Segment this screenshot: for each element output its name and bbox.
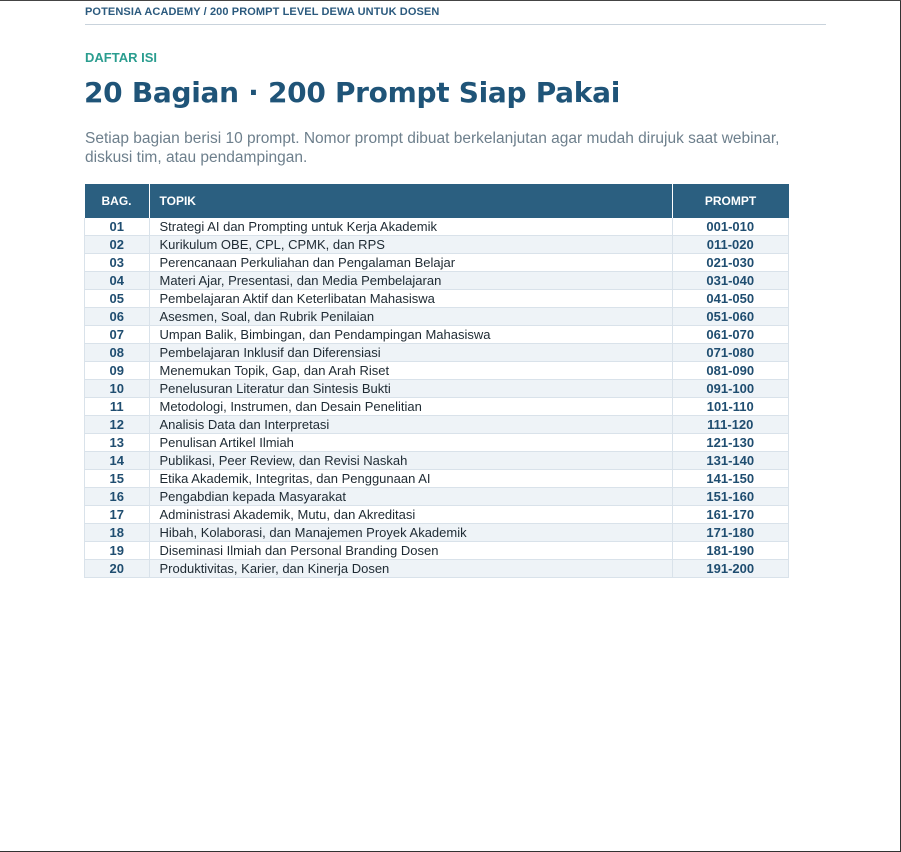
- prompt-range: 101-110: [672, 398, 789, 416]
- table-row: [85, 362, 789, 380]
- prompt-range: 051-060: [672, 308, 789, 326]
- topic-title: Analisis Data dan Interpretasi: [149, 416, 672, 434]
- bag-number: 03: [85, 254, 150, 272]
- table-row: [85, 290, 789, 308]
- bag-number: 10: [85, 380, 150, 398]
- prompt-range: 091-100: [672, 380, 789, 398]
- topic-title: Pengabdian kepada Masyarakat: [149, 488, 672, 506]
- prompt-range: 061-070: [672, 326, 789, 344]
- bag-number: 05: [85, 290, 150, 308]
- page-intro: Setiap bagian berisi 10 prompt. Nomor prompt dibuat berkelanjutan agar mudah dirujuk saat webinar, diskusi tim, atau pendampingan.: [85, 130, 780, 166]
- running-header: POTENSIA ACADEMY / 200 PROMPT LEVEL DEWA UNTUK DOSEN: [85, 6, 826, 25]
- table-row: [85, 470, 789, 488]
- bag-number: 12: [85, 416, 150, 434]
- toc-table-body: [85, 218, 789, 578]
- prompt-range: 121-130: [672, 434, 789, 452]
- table-row: [85, 524, 789, 542]
- table-row: [85, 488, 789, 506]
- table-row: [85, 272, 789, 290]
- prompt-range: 001-010: [672, 218, 789, 236]
- table-row: [85, 380, 789, 398]
- toc-table-head: [85, 184, 789, 218]
- table-row: [85, 434, 789, 452]
- bag-number: 04: [85, 272, 150, 290]
- prompt-range: 181-190: [672, 542, 789, 560]
- table-row: [85, 560, 789, 578]
- toc-table: [84, 184, 789, 578]
- bag-number: 16: [85, 488, 150, 506]
- topic-title: Diseminasi Ilmiah dan Personal Branding Dosen: [149, 542, 672, 560]
- page-title: 20 Bagian · 200 Prompt Siap Pakai: [84, 76, 620, 109]
- topic-title: Penelusuran Literatur dan Sintesis Bukti: [149, 380, 672, 398]
- prompt-range: 191-200: [672, 560, 789, 578]
- topic-title: Pembelajaran Aktif dan Keterlibatan Mahasiswa: [149, 290, 672, 308]
- toc-header-row: [85, 184, 789, 218]
- topic-title: Materi Ajar, Presentasi, dan Media Pembelajaran: [149, 272, 672, 290]
- topic-title: Kurikulum OBE, CPL, CPMK, dan RPS: [149, 236, 672, 254]
- topic-title: Umpan Balik, Bimbingan, dan Pendampingan Mahasiswa: [149, 326, 672, 344]
- bag-number: 13: [85, 434, 150, 452]
- prompt-range: 071-080: [672, 344, 789, 362]
- prompt-range: 041-050: [672, 290, 789, 308]
- prompt-range: 031-040: [672, 272, 789, 290]
- topic-title: Metodologi, Instrumen, dan Desain Penelitian: [149, 398, 672, 416]
- topic-title: Administrasi Akademik, Mutu, dan Akreditasi: [149, 506, 672, 524]
- bag-number: 11: [85, 398, 150, 416]
- prompt-range: 151-160: [672, 488, 789, 506]
- prompt-range: 111-120: [672, 416, 789, 434]
- prompt-range: 021-030: [672, 254, 789, 272]
- prompt-range: 131-140: [672, 452, 789, 470]
- table-row: [85, 308, 789, 326]
- bag-number: 19: [85, 542, 150, 560]
- bag-number: 07: [85, 326, 150, 344]
- table-row: [85, 236, 789, 254]
- table-row: [85, 326, 789, 344]
- page-top-rule: [0, 0, 901, 1]
- bag-number: 14: [85, 452, 150, 470]
- topic-title: Penulisan Artikel Ilmiah: [149, 434, 672, 452]
- topic-title: Hibah, Kolaborasi, dan Manajemen Proyek Akademik: [149, 524, 672, 542]
- prompt-range: 011-020: [672, 236, 789, 254]
- table-row: [85, 344, 789, 362]
- bag-number: 17: [85, 506, 150, 524]
- topic-title: Perencanaan Perkuliahan dan Pengalaman Belajar: [149, 254, 672, 272]
- prompt-range: 141-150: [672, 470, 789, 488]
- topic-title: Produktivitas, Karier, dan Kinerja Dosen: [149, 560, 672, 578]
- column-header-topic: TOPIK: [149, 184, 672, 218]
- topic-title: Publikasi, Peer Review, dan Revisi Naskah: [149, 452, 672, 470]
- topic-title: Etika Akademik, Integritas, dan Penggunaan AI: [149, 470, 672, 488]
- prompt-range: 081-090: [672, 362, 789, 380]
- table-row: [85, 416, 789, 434]
- topic-title: Menemukan Topik, Gap, dan Arah Riset: [149, 362, 672, 380]
- table-row: [85, 506, 789, 524]
- bag-number: 02: [85, 236, 150, 254]
- prompt-range: 171-180: [672, 524, 789, 542]
- topic-title: Asesmen, Soal, dan Rubrik Penilaian: [149, 308, 672, 326]
- table-row: [85, 254, 789, 272]
- topic-title: Strategi AI dan Prompting untuk Kerja Akademik: [149, 218, 672, 236]
- column-header-prompt: PROMPT: [672, 184, 789, 218]
- table-row: [85, 542, 789, 560]
- topic-title: Pembelajaran Inklusif dan Diferensiasi: [149, 344, 672, 362]
- prompt-range: 161-170: [672, 506, 789, 524]
- bag-number: 09: [85, 362, 150, 380]
- table-row: [85, 452, 789, 470]
- bag-number: 06: [85, 308, 150, 326]
- table-row: [85, 398, 789, 416]
- table-row: [85, 218, 789, 236]
- bag-number: 20: [85, 560, 150, 578]
- bag-number: 15: [85, 470, 150, 488]
- bag-number: 01: [85, 218, 150, 236]
- bag-number: 18: [85, 524, 150, 542]
- section-kicker: DAFTAR ISI: [85, 50, 157, 65]
- column-header-bag: BAG.: [85, 184, 150, 218]
- bag-number: 08: [85, 344, 150, 362]
